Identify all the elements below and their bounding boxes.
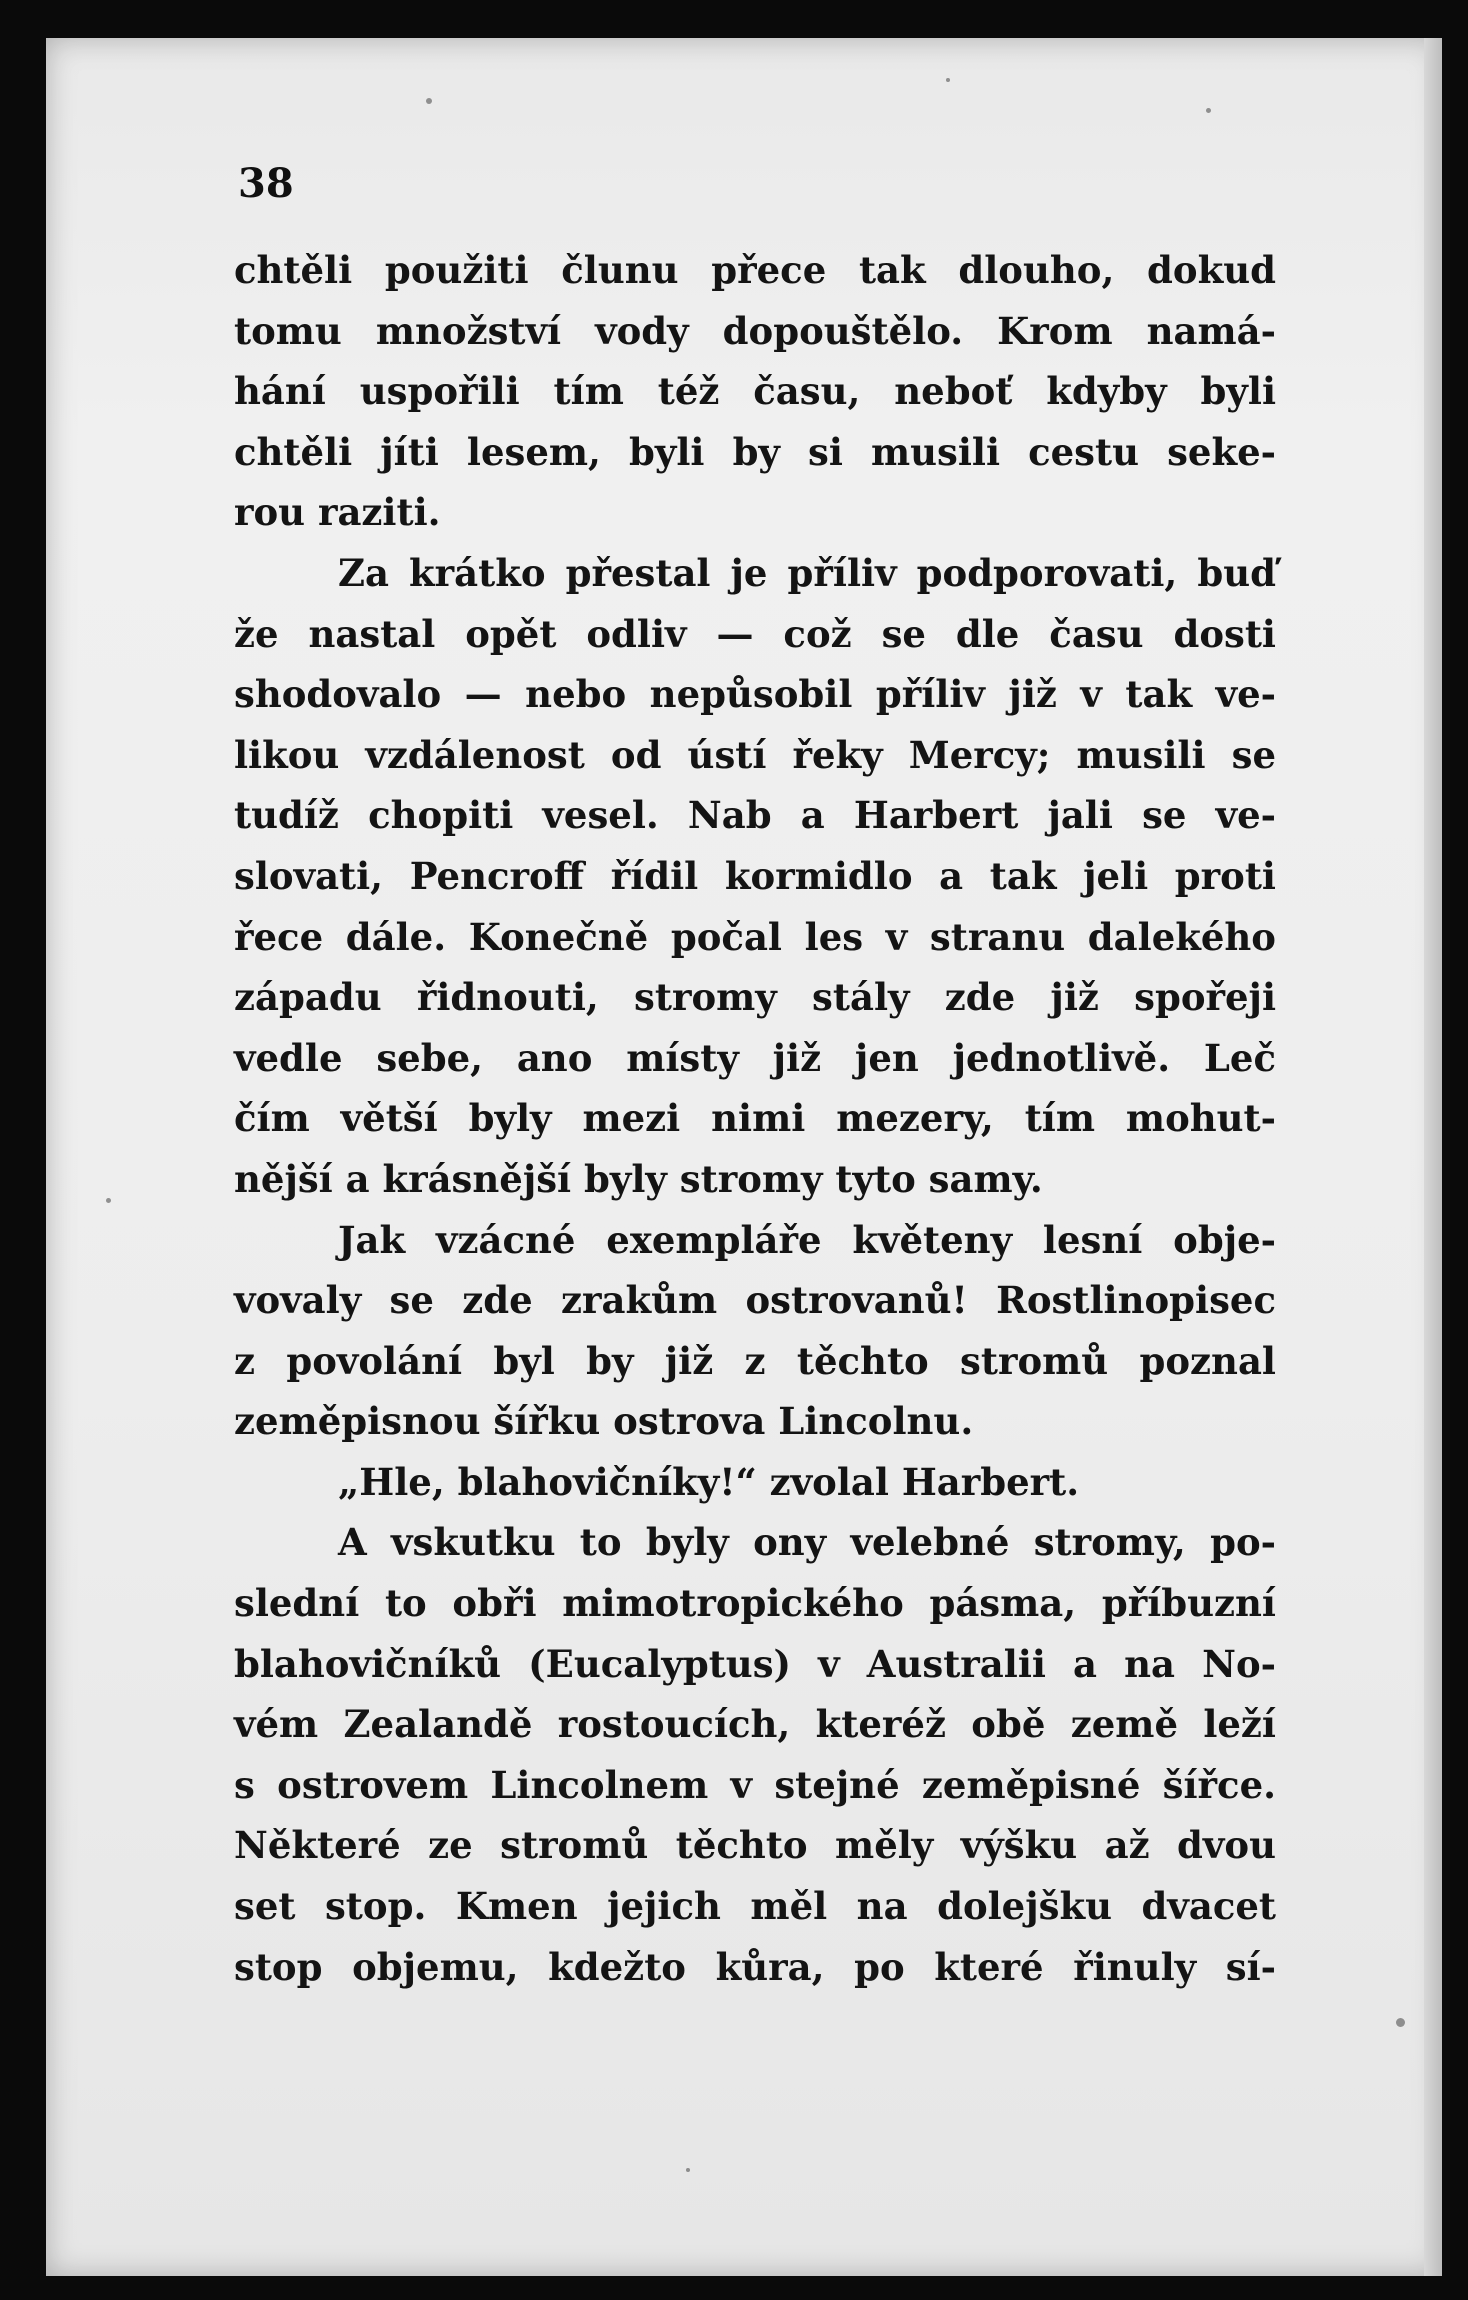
text-line: stop objemu, kdežto kůra, po které řinuly sí- [234, 1944, 1276, 1989]
speck [686, 2168, 690, 2172]
speck [106, 1198, 111, 1203]
page-number: 38 [238, 160, 294, 207]
text-line: chtěli jíti lesem, byli by si musili cestu seke- [234, 429, 1276, 474]
text-line: chtěli použiti člunu přece tak dlouho, dokud [234, 248, 1276, 292]
text-line: tomu množství vody dopouštělo. Krom namá- [234, 308, 1276, 353]
page-text [234, 240, 1276, 1997]
text-line: Některé ze stromů těchto měly výšku až dvou [234, 1823, 1276, 1868]
text-line: vedle sebe, ano místy již jen jednotlivě. Leč [234, 1035, 1276, 1080]
text-line: Jak vzácné exempláře květeny lesní obje- [338, 1217, 1276, 1262]
text-line: „Hle, blahovičníky!“ zvolal Harbert. [338, 1459, 1080, 1504]
text-line: Za krátko přestal je příliv podporovati, buď [338, 550, 1276, 595]
speck [1206, 108, 1211, 113]
text-line: vovaly se zde zrakům ostrovanů! Rostlinopisec [234, 1278, 1276, 1323]
speck [426, 98, 432, 104]
text-line: rou raziti. [234, 490, 441, 535]
text-line: vém Zealandě rostoucích, kteréž obě země leží [234, 1702, 1276, 1747]
text-line: A vskutku to byly ony velebné stromy, po- [338, 1520, 1276, 1565]
text-line: čím větší byly mezi nimi mezery, tím mohut- [234, 1096, 1276, 1141]
text-line: z povolání byl by již z těchto stromů poznal [234, 1338, 1276, 1383]
text-line: set stop. Kmen jejich měl na dolejšku dvacet [234, 1884, 1276, 1929]
text-line: blahovičníků (Eucalyptus) v Australii a na No- [234, 1641, 1276, 1686]
text-line: hání uspořili tím též času, neboť kdyby byli [234, 369, 1276, 414]
speck [1396, 2018, 1405, 2027]
text-line: západu řidnouti, stromy stály zde již spořeji [234, 975, 1276, 1020]
text-line: slovati, Pencroff řídil kormidlo a tak jeli proti [234, 853, 1276, 898]
speck [946, 78, 950, 82]
text-line: nější a krásnější byly stromy tyto samy. [234, 1156, 1043, 1201]
text-line: s ostrovem Lincolnem v stejné zeměpisné šířce. [234, 1762, 1276, 1807]
text-line: tudíž chopiti vesel. Nab a Harbert jali se ve- [234, 793, 1276, 838]
text-line: řece dále. Konečně počal les v stranu dalekého [234, 914, 1276, 959]
text-line: likou vzdálenost od ústí řeky Mercy; musili se [234, 732, 1276, 777]
text-line: shodovalo — nebo nepůsobil příliv již v tak ve- [234, 672, 1276, 717]
page-edge [1424, 38, 1442, 2276]
text-line: že nastal opět odliv — což se dle času dosti [234, 611, 1276, 656]
text-line: slední to obři mimotropického pásma, příbuzní [234, 1581, 1276, 1626]
text-line: zeměpisnou šířku ostrova Lincolnu. [234, 1399, 974, 1444]
